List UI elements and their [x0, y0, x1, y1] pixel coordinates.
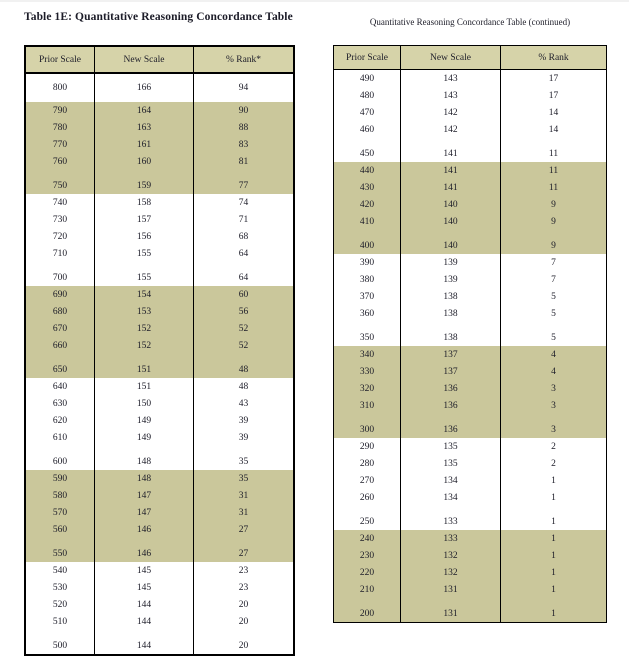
cell-prior-scale: 580 — [26, 487, 95, 504]
column-header-prior-scale: Prior Scale — [26, 47, 95, 72]
cell-new-scale: 146 — [95, 521, 194, 538]
cell-prior-scale: 650 — [26, 354, 95, 378]
cell-prior-scale: 290 — [334, 438, 401, 455]
cell-prior-scale: 660 — [26, 337, 95, 354]
cell-percent-rank: 83 — [238, 139, 249, 150]
cell-prior-scale: 430 — [334, 179, 401, 196]
cell-prior-scale: 570 — [26, 504, 95, 521]
cell-percent-rank: 48 — [238, 381, 249, 392]
table-body — [334, 70, 606, 622]
table-row — [26, 354, 293, 378]
cell-prior-scale: 760 — [26, 153, 95, 170]
table-row — [26, 228, 293, 245]
shaded-row-group — [26, 102, 293, 194]
cell-new-scale: 137 — [401, 346, 501, 363]
table-row — [334, 271, 606, 288]
table-row — [26, 470, 293, 487]
column-header-percent-rank: % Rank* — [225, 54, 262, 65]
cell-new-scale: 152 — [95, 320, 194, 337]
cell-prior-scale: 330 — [334, 363, 401, 380]
column-header-new-scale: New Scale — [401, 46, 501, 69]
table-row — [26, 562, 293, 579]
cell-prior-scale: 540 — [26, 562, 95, 579]
cell-new-scale: 132 — [401, 564, 501, 581]
cell-prior-scale: 750 — [26, 170, 95, 194]
cell-prior-scale: 390 — [334, 254, 401, 271]
cell-prior-scale: 680 — [26, 303, 95, 320]
table-row — [26, 521, 293, 538]
cell-new-scale: 136 — [401, 414, 501, 438]
cell-new-scale: 155 — [95, 245, 194, 262]
cell-new-scale: 154 — [95, 286, 194, 303]
table-row — [26, 337, 293, 354]
cell-percent-rank: 31 — [238, 507, 249, 518]
cell-prior-scale: 380 — [334, 271, 401, 288]
plain-row-group — [26, 74, 293, 102]
table-row — [26, 136, 293, 153]
table-row — [334, 196, 606, 213]
cell-new-scale: 149 — [95, 429, 194, 446]
cell-percent-rank: 14 — [548, 124, 559, 135]
cell-percent-rank: 1 — [551, 492, 556, 503]
table-row — [26, 74, 293, 102]
cell-percent-rank: 27 — [238, 524, 249, 535]
cell-percent-rank: 52 — [238, 323, 249, 334]
table-row — [26, 613, 293, 630]
cell-prior-scale: 560 — [26, 521, 95, 538]
concordance-table-right — [333, 45, 607, 623]
column-header-prior-scale: Prior Scale — [334, 46, 401, 69]
left-table-title: Table 1E: Quantitative Reasoning Concordance Table — [24, 11, 293, 23]
cell-prior-scale: 640 — [26, 378, 95, 395]
plain-row-group — [26, 194, 293, 286]
table-row — [334, 564, 606, 581]
cell-percent-rank: 11 — [548, 165, 559, 176]
table-row — [26, 153, 293, 170]
cell-new-scale: 144 — [95, 596, 194, 613]
cell-new-scale: 152 — [95, 337, 194, 354]
cell-new-scale: 144 — [95, 630, 194, 654]
cell-percent-rank: 56 — [238, 306, 249, 317]
table-row — [334, 472, 606, 489]
cell-new-scale: 136 — [401, 380, 501, 397]
table-row — [334, 363, 606, 380]
cell-new-scale: 151 — [95, 378, 194, 395]
cell-prior-scale: 400 — [334, 230, 401, 254]
page-top-edge — [0, 0, 629, 2]
cell-new-scale: 166 — [95, 74, 194, 102]
cell-new-scale: 134 — [401, 489, 501, 506]
cell-percent-rank: 2 — [551, 441, 556, 452]
table-row — [334, 70, 606, 87]
cell-new-scale: 132 — [401, 547, 501, 564]
cell-percent-rank: 7 — [551, 274, 556, 285]
cell-prior-scale: 320 — [334, 380, 401, 397]
cell-new-scale: 142 — [401, 121, 501, 138]
table-row — [334, 438, 606, 455]
cell-prior-scale: 790 — [26, 102, 95, 119]
cell-new-scale: 139 — [401, 271, 501, 288]
cell-percent-rank: 52 — [238, 340, 249, 351]
cell-new-scale: 133 — [401, 530, 501, 547]
cell-percent-rank: 20 — [238, 616, 249, 627]
cell-prior-scale: 490 — [334, 70, 401, 87]
cell-prior-scale: 740 — [26, 194, 95, 211]
cell-new-scale: 133 — [401, 506, 501, 530]
table-row — [26, 320, 293, 337]
cell-prior-scale: 250 — [334, 506, 401, 530]
table-row — [334, 322, 606, 346]
cell-new-scale: 140 — [401, 213, 501, 230]
cell-percent-rank: 5 — [551, 308, 556, 319]
cell-percent-rank: 1 — [551, 584, 556, 595]
cell-prior-scale: 700 — [26, 262, 95, 286]
cell-percent-rank: 39 — [238, 415, 249, 426]
cell-new-scale: 145 — [95, 562, 194, 579]
plain-row-group — [334, 254, 606, 346]
cell-percent-rank: 64 — [238, 248, 249, 259]
cell-percent-rank: 23 — [238, 582, 249, 593]
cell-new-scale: 140 — [401, 230, 501, 254]
cell-percent-rank: 4 — [551, 366, 556, 377]
table-row — [26, 429, 293, 446]
cell-new-scale: 138 — [401, 288, 501, 305]
cell-prior-scale: 600 — [26, 446, 95, 470]
cell-new-scale: 142 — [401, 104, 501, 121]
table-row — [334, 547, 606, 564]
cell-percent-rank: 2 — [551, 458, 556, 469]
table-row — [26, 596, 293, 613]
cell-percent-rank: 94 — [238, 83, 249, 93]
cell-prior-scale: 510 — [26, 613, 95, 630]
cell-new-scale: 147 — [95, 504, 194, 521]
cell-prior-scale: 260 — [334, 489, 401, 506]
cell-percent-rank: 27 — [238, 548, 249, 559]
cell-prior-scale: 520 — [26, 596, 95, 613]
cell-percent-rank: 90 — [238, 105, 249, 116]
cell-percent-rank: 35 — [238, 456, 249, 467]
cell-new-scale: 156 — [95, 228, 194, 245]
cell-prior-scale: 470 — [334, 104, 401, 121]
cell-prior-scale: 670 — [26, 320, 95, 337]
cell-percent-rank: 1 — [551, 516, 556, 527]
cell-percent-rank: 9 — [551, 199, 556, 210]
table-row — [26, 194, 293, 211]
table-row — [334, 530, 606, 547]
cell-percent-rank: 43 — [238, 398, 249, 409]
cell-percent-rank: 60 — [238, 289, 249, 300]
cell-percent-rank: 77 — [238, 180, 249, 191]
cell-prior-scale: 550 — [26, 538, 95, 562]
table-row — [26, 102, 293, 119]
cell-percent-rank: 7 — [551, 257, 556, 268]
table-row — [334, 397, 606, 414]
cell-new-scale: 150 — [95, 395, 194, 412]
cell-new-scale: 141 — [401, 179, 501, 196]
concordance-table-left — [24, 45, 295, 656]
cell-percent-rank: 3 — [551, 383, 556, 394]
table-row — [26, 579, 293, 596]
cell-new-scale: 157 — [95, 211, 194, 228]
table-row — [334, 213, 606, 230]
cell-new-scale: 136 — [401, 397, 501, 414]
shaded-row-group — [26, 470, 293, 562]
cell-new-scale: 160 — [95, 153, 194, 170]
table-row — [26, 286, 293, 303]
cell-percent-rank: 1 — [551, 550, 556, 561]
cell-prior-scale: 280 — [334, 455, 401, 472]
cell-prior-scale: 730 — [26, 211, 95, 228]
cell-new-scale: 164 — [95, 102, 194, 119]
cell-new-scale: 143 — [401, 87, 501, 104]
table-row — [334, 598, 606, 622]
cell-percent-rank: 11 — [548, 182, 559, 193]
table-row — [26, 262, 293, 286]
cell-new-scale: 137 — [401, 363, 501, 380]
cell-new-scale: 146 — [95, 538, 194, 562]
cell-prior-scale: 200 — [334, 598, 401, 622]
table-row — [26, 211, 293, 228]
cell-new-scale: 148 — [95, 470, 194, 487]
cell-prior-scale: 770 — [26, 136, 95, 153]
cell-prior-scale: 800 — [26, 74, 95, 102]
table-row — [26, 630, 293, 654]
cell-new-scale: 155 — [95, 262, 194, 286]
cell-percent-rank: 31 — [238, 490, 249, 501]
plain-row-group — [26, 562, 293, 654]
cell-prior-scale: 530 — [26, 579, 95, 596]
cell-new-scale: 131 — [401, 598, 501, 622]
cell-percent-rank: 3 — [551, 424, 556, 435]
cell-prior-scale: 620 — [26, 412, 95, 429]
cell-new-scale: 131 — [401, 581, 501, 598]
table-row — [334, 288, 606, 305]
cell-percent-rank: 81 — [238, 156, 249, 167]
table-row — [334, 230, 606, 254]
cell-prior-scale: 450 — [334, 138, 401, 162]
table-row — [334, 179, 606, 196]
cell-percent-rank: 74 — [238, 197, 249, 208]
cell-percent-rank: 1 — [551, 608, 556, 619]
cell-prior-scale: 350 — [334, 322, 401, 346]
cell-new-scale: 144 — [95, 613, 194, 630]
cell-prior-scale: 710 — [26, 245, 95, 262]
cell-prior-scale: 340 — [334, 346, 401, 363]
table-row — [334, 414, 606, 438]
cell-new-scale: 151 — [95, 354, 194, 378]
table-header-row — [334, 46, 606, 70]
cell-prior-scale: 780 — [26, 119, 95, 136]
table-row — [26, 412, 293, 429]
shaded-row-group — [26, 286, 293, 378]
table-row — [334, 87, 606, 104]
cell-prior-scale: 480 — [334, 87, 401, 104]
cell-prior-scale: 440 — [334, 162, 401, 179]
cell-prior-scale: 360 — [334, 305, 401, 322]
cell-prior-scale: 210 — [334, 581, 401, 598]
cell-percent-rank: 11 — [548, 148, 559, 159]
table-row — [334, 506, 606, 530]
table-row — [26, 504, 293, 521]
cell-new-scale: 148 — [95, 446, 194, 470]
cell-percent-rank: 14 — [548, 107, 559, 118]
cell-percent-rank: 35 — [238, 473, 249, 484]
cell-percent-rank: 48 — [238, 364, 249, 375]
plain-row-group — [334, 438, 606, 530]
cell-percent-rank: 17 — [548, 90, 559, 101]
table-row — [334, 581, 606, 598]
cell-prior-scale: 410 — [334, 213, 401, 230]
table-row — [334, 121, 606, 138]
cell-new-scale: 140 — [401, 196, 501, 213]
cell-prior-scale: 460 — [334, 121, 401, 138]
cell-new-scale: 161 — [95, 136, 194, 153]
table-row — [26, 395, 293, 412]
cell-new-scale: 141 — [401, 138, 501, 162]
cell-new-scale: 134 — [401, 472, 501, 489]
cell-percent-rank: 71 — [238, 214, 249, 225]
cell-new-scale: 138 — [401, 305, 501, 322]
cell-percent-rank: 1 — [551, 475, 556, 486]
table-row — [26, 538, 293, 562]
cell-prior-scale: 230 — [334, 547, 401, 564]
cell-prior-scale: 590 — [26, 470, 95, 487]
table-row — [334, 455, 606, 472]
cell-prior-scale: 610 — [26, 429, 95, 446]
table-row — [334, 380, 606, 397]
cell-new-scale: 135 — [401, 455, 501, 472]
cell-new-scale: 145 — [95, 579, 194, 596]
cell-percent-rank: 20 — [238, 640, 249, 651]
shaded-row-group — [334, 346, 606, 438]
cell-percent-rank: 3 — [551, 400, 556, 411]
plain-row-group — [26, 378, 293, 470]
cell-percent-rank: 39 — [238, 432, 249, 443]
table-row — [334, 254, 606, 271]
table-row — [334, 104, 606, 121]
cell-prior-scale: 630 — [26, 395, 95, 412]
table-row — [334, 305, 606, 322]
cell-new-scale: 141 — [401, 162, 501, 179]
cell-percent-rank: 1 — [551, 567, 556, 578]
shaded-row-group — [334, 530, 606, 622]
cell-prior-scale: 220 — [334, 564, 401, 581]
table-row — [334, 162, 606, 179]
cell-prior-scale: 690 — [26, 286, 95, 303]
cell-prior-scale: 720 — [26, 228, 95, 245]
cell-prior-scale: 240 — [334, 530, 401, 547]
cell-prior-scale: 500 — [26, 630, 95, 654]
column-header-new-scale: New Scale — [95, 47, 194, 72]
table-row — [26, 378, 293, 395]
column-header-percent-rank: % Rank — [538, 52, 569, 63]
cell-prior-scale: 370 — [334, 288, 401, 305]
cell-new-scale: 135 — [401, 438, 501, 455]
shaded-row-group — [334, 162, 606, 254]
cell-percent-rank: 5 — [551, 332, 556, 343]
cell-percent-rank: 9 — [551, 216, 556, 227]
table-row — [26, 303, 293, 320]
table-row — [26, 446, 293, 470]
cell-percent-rank: 20 — [238, 599, 249, 610]
table-header-row — [26, 47, 293, 74]
cell-new-scale: 139 — [401, 254, 501, 271]
cell-percent-rank: 23 — [238, 565, 249, 576]
cell-percent-rank: 5 — [551, 291, 556, 302]
table-row — [334, 346, 606, 363]
cell-new-scale: 153 — [95, 303, 194, 320]
cell-prior-scale: 270 — [334, 472, 401, 489]
table-row — [26, 245, 293, 262]
cell-percent-rank: 64 — [238, 272, 249, 283]
table-row — [26, 170, 293, 194]
right-table-title: Quantitative Reasoning Concordance Table (continued) — [369, 17, 571, 27]
cell-percent-rank: 4 — [551, 349, 556, 360]
cell-new-scale: 159 — [95, 170, 194, 194]
cell-new-scale: 147 — [95, 487, 194, 504]
cell-new-scale: 143 — [401, 70, 501, 87]
cell-new-scale: 158 — [95, 194, 194, 211]
cell-new-scale: 163 — [95, 119, 194, 136]
cell-prior-scale: 420 — [334, 196, 401, 213]
table-row — [334, 489, 606, 506]
table-row — [26, 119, 293, 136]
table-row — [26, 487, 293, 504]
table-row — [334, 138, 606, 162]
cell-percent-rank: 68 — [238, 231, 249, 242]
plain-row-group — [334, 70, 606, 162]
table-body — [26, 74, 293, 654]
cell-prior-scale: 310 — [334, 397, 401, 414]
cell-percent-rank: 17 — [548, 73, 559, 84]
cell-prior-scale: 300 — [334, 414, 401, 438]
cell-new-scale: 138 — [401, 322, 501, 346]
cell-percent-rank: 9 — [551, 240, 556, 251]
cell-percent-rank: 1 — [551, 533, 556, 544]
cell-percent-rank: 88 — [238, 122, 249, 133]
cell-new-scale: 149 — [95, 412, 194, 429]
